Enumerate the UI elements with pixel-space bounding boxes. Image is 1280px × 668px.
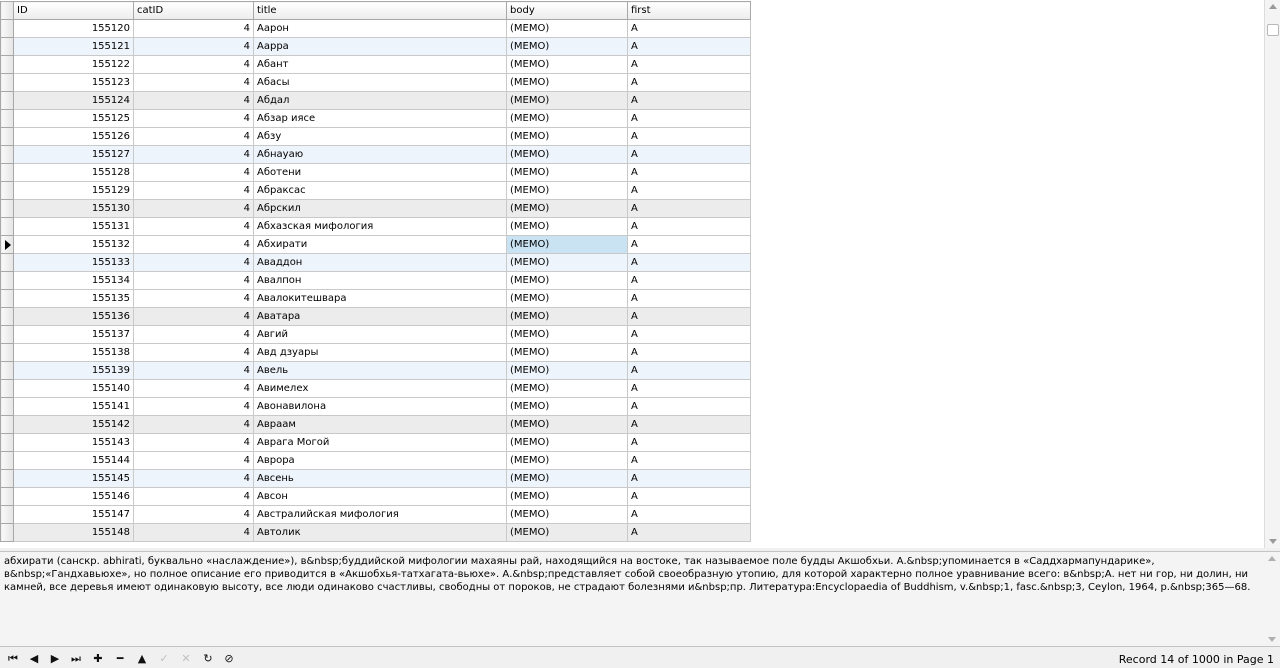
cell-title[interactable]: Авалокитешвара (254, 290, 507, 308)
cell-title[interactable]: Авонавилона (254, 398, 507, 416)
cell-body[interactable]: (MEMO) (507, 38, 628, 56)
cell-title[interactable]: Авимелех (254, 380, 507, 398)
cell-id[interactable]: 155128 (14, 164, 134, 182)
cell-first[interactable]: A (628, 38, 751, 56)
table-row[interactable] (1, 236, 751, 254)
cell-catid[interactable]: 4 (134, 56, 254, 74)
cell-id[interactable]: 155143 (14, 434, 134, 452)
cell-body[interactable]: (MEMO) (507, 380, 628, 398)
cell-title[interactable]: Абнауаю (254, 146, 507, 164)
cell-body[interactable]: (MEMO) (507, 182, 628, 200)
cell-catid[interactable]: 4 (134, 20, 254, 38)
cell-title[interactable]: Аарра (254, 38, 507, 56)
row-indicator[interactable] (1, 182, 14, 200)
memo-scroll-down-icon[interactable] (1268, 637, 1276, 642)
next-record-button[interactable]: ▶ (45, 651, 65, 667)
cell-title[interactable]: Авд дзуары (254, 344, 507, 362)
table-row[interactable] (1, 434, 751, 452)
table-row[interactable] (1, 56, 751, 74)
cell-first[interactable]: A (628, 290, 751, 308)
row-indicator[interactable] (1, 506, 14, 524)
row-indicator[interactable] (1, 380, 14, 398)
cell-catid[interactable]: 4 (134, 218, 254, 236)
cell-title[interactable]: Абдал (254, 92, 507, 110)
row-indicator[interactable] (1, 362, 14, 380)
cell-body[interactable]: (MEMO) (507, 200, 628, 218)
table-row[interactable] (1, 92, 751, 110)
cell-id[interactable]: 155121 (14, 38, 134, 56)
cell-catid[interactable]: 4 (134, 290, 254, 308)
cell-title[interactable]: Аботени (254, 164, 507, 182)
record-status: Record 14 of 1000 in Page 1 (1118, 653, 1274, 666)
row-indicator[interactable] (1, 434, 14, 452)
table-row[interactable] (1, 506, 751, 524)
cell-first[interactable]: A (628, 434, 751, 452)
table-row[interactable] (1, 200, 751, 218)
memo-body-field[interactable] (0, 551, 1280, 647)
cell-title[interactable]: Авсень (254, 470, 507, 488)
cell-first[interactable]: A (628, 326, 751, 344)
cell-id[interactable]: 155132 (14, 236, 134, 254)
cell-first[interactable]: A (628, 20, 751, 38)
cell-catid[interactable]: 4 (134, 128, 254, 146)
scroll-up-arrow-icon[interactable] (1269, 4, 1277, 9)
cell-body[interactable]: (MEMO) (507, 236, 628, 254)
cell-id[interactable]: 155139 (14, 362, 134, 380)
cell-catid[interactable]: 4 (134, 164, 254, 182)
row-indicator[interactable] (1, 74, 14, 92)
cell-body[interactable]: (MEMO) (507, 164, 628, 182)
cell-catid[interactable]: 4 (134, 452, 254, 470)
table-row[interactable] (1, 254, 751, 272)
cell-title[interactable]: Авель (254, 362, 507, 380)
row-indicator[interactable] (1, 146, 14, 164)
cell-title[interactable]: Аватара (254, 308, 507, 326)
cell-catid[interactable]: 4 (134, 326, 254, 344)
cell-catid[interactable]: 4 (134, 254, 254, 272)
cell-catid[interactable]: 4 (134, 434, 254, 452)
cell-first[interactable]: A (628, 344, 751, 362)
table-row[interactable] (1, 362, 751, 380)
cell-body[interactable]: (MEMO) (507, 434, 628, 452)
cell-id[interactable]: 155146 (14, 488, 134, 506)
cell-id[interactable]: 155125 (14, 110, 134, 128)
row-indicator[interactable] (1, 488, 14, 506)
cell-body[interactable]: (MEMO) (507, 344, 628, 362)
cell-first[interactable]: A (628, 200, 751, 218)
cell-body[interactable]: (MEMO) (507, 92, 628, 110)
column-header-id[interactable]: ID (14, 2, 134, 20)
cell-title[interactable]: Абзар иясе (254, 110, 507, 128)
cell-id[interactable]: 155136 (14, 308, 134, 326)
cell-id[interactable]: 155147 (14, 506, 134, 524)
cell-first[interactable]: A (628, 164, 751, 182)
cell-first[interactable]: A (628, 416, 751, 434)
cell-catid[interactable]: 4 (134, 506, 254, 524)
delete-record-button[interactable]: ━ (110, 651, 130, 667)
column-header-body[interactable]: body (507, 2, 628, 20)
cell-title[interactable]: Абант (254, 56, 507, 74)
cell-id[interactable]: 155130 (14, 200, 134, 218)
cell-catid[interactable]: 4 (134, 38, 254, 56)
prior-record-button[interactable]: ◀ (24, 651, 44, 667)
cell-first[interactable]: A (628, 272, 751, 290)
table-row[interactable] (1, 20, 751, 38)
cell-first[interactable]: A (628, 380, 751, 398)
cell-title[interactable]: Аарон (254, 20, 507, 38)
cell-catid[interactable]: 4 (134, 146, 254, 164)
cell-title[interactable]: Абасы (254, 74, 507, 92)
cell-title[interactable]: Автолик (254, 524, 507, 542)
cell-catid[interactable]: 4 (134, 524, 254, 542)
cell-catid[interactable]: 4 (134, 380, 254, 398)
cell-id[interactable]: 155122 (14, 56, 134, 74)
table-row[interactable] (1, 74, 751, 92)
cell-title[interactable]: Абхирати (254, 236, 507, 254)
cell-body[interactable]: (MEMO) (507, 398, 628, 416)
cell-id[interactable]: 155145 (14, 470, 134, 488)
table-row[interactable] (1, 308, 751, 326)
cell-catid[interactable]: 4 (134, 200, 254, 218)
cell-first[interactable]: A (628, 470, 751, 488)
cell-first[interactable]: A (628, 182, 751, 200)
row-indicator[interactable] (1, 254, 14, 272)
cell-catid[interactable]: 4 (134, 470, 254, 488)
scroll-down-arrow-icon[interactable] (1269, 539, 1277, 544)
cell-body[interactable]: (MEMO) (507, 362, 628, 380)
cell-catid[interactable]: 4 (134, 398, 254, 416)
cell-title[interactable]: Аврора (254, 452, 507, 470)
cell-catid[interactable]: 4 (134, 488, 254, 506)
cell-catid[interactable]: 4 (134, 236, 254, 254)
table-row[interactable] (1, 452, 751, 470)
cell-id[interactable]: 155144 (14, 452, 134, 470)
row-indicator[interactable] (1, 326, 14, 344)
column-header-catid[interactable]: catID (134, 2, 254, 20)
row-indicator[interactable] (1, 56, 14, 74)
scroll-thumb[interactable] (1267, 24, 1279, 36)
row-indicator[interactable] (1, 344, 14, 362)
table-row[interactable] (1, 488, 751, 506)
cell-catid[interactable]: 4 (134, 416, 254, 434)
cell-first[interactable]: A (628, 362, 751, 380)
row-indicator[interactable] (1, 38, 14, 56)
cell-first[interactable]: A (628, 308, 751, 326)
table-row[interactable] (1, 290, 751, 308)
cell-body[interactable]: (MEMO) (507, 488, 628, 506)
cell-first[interactable]: A (628, 110, 751, 128)
table-row[interactable] (1, 326, 751, 344)
row-indicator[interactable] (1, 218, 14, 236)
cell-body[interactable]: (MEMO) (507, 128, 628, 146)
cell-id[interactable]: 155148 (14, 524, 134, 542)
cell-id[interactable]: 155138 (14, 344, 134, 362)
cell-id[interactable]: 155126 (14, 128, 134, 146)
cell-body[interactable]: (MEMO) (507, 110, 628, 128)
last-record-button[interactable]: ⏭ (66, 651, 86, 667)
table-row[interactable] (1, 182, 751, 200)
table-row[interactable] (1, 380, 751, 398)
grid-vertical-scrollbar[interactable] (1264, 0, 1280, 548)
cell-id[interactable]: 155129 (14, 182, 134, 200)
cell-id[interactable]: 155140 (14, 380, 134, 398)
memo-text: абхирати (санскр. abhirati, буквально «наслаждение»), в&nbsp;буддийской мифологии махаяны рай, находящийся на востоке, так называемое поле будды Акшобхьи. А.&nbsp;упоминается в «Саддхармапундарике», в&nbsp;«Гандхавьюхе», но полное описание его приводится в «Акшобхья-татхагата-вьюхе». А.&nbsp;представляет собой своеобразную утопию, для которой характерно полное уравнивание всего: в&nbsp;А. нет ни гор, ни долин, ни камней, все деревья имеют одинаковую высоту, все люди одинаково счастливы, свободны от пороков, не страдают болезнями и&nbsp;пр. Литература:Encyclopaedia of Buddhism, v.&nbsp;1, fasc.&nbsp;3, Ceylon, 1964, p.&nbsp;365—68. (4, 556, 1251, 593)
cell-first[interactable]: A (628, 128, 751, 146)
cell-catid[interactable]: 4 (134, 308, 254, 326)
cell-first[interactable]: A (628, 506, 751, 524)
row-indicator[interactable] (1, 110, 14, 128)
table-row[interactable] (1, 470, 751, 488)
row-indicator[interactable] (1, 524, 14, 542)
table-row[interactable] (1, 146, 751, 164)
table-row[interactable] (1, 272, 751, 290)
cancel-record-button[interactable]: ✕ (176, 651, 196, 667)
table-row[interactable] (1, 344, 751, 362)
cell-body[interactable]: (MEMO) (507, 146, 628, 164)
cell-title[interactable]: Австралийская мифология (254, 506, 507, 524)
cell-body[interactable]: (MEMO) (507, 524, 628, 542)
cell-first[interactable]: A (628, 452, 751, 470)
cell-body[interactable]: (MEMO) (507, 506, 628, 524)
cell-first[interactable]: A (628, 56, 751, 74)
table-row[interactable] (1, 416, 751, 434)
cell-body[interactable]: (MEMO) (507, 416, 628, 434)
column-header-title[interactable]: title (254, 2, 507, 20)
cell-catid[interactable]: 4 (134, 74, 254, 92)
table-row[interactable] (1, 38, 751, 56)
cell-body[interactable]: (MEMO) (507, 452, 628, 470)
table-row[interactable] (1, 218, 751, 236)
header-indicator (1, 2, 14, 20)
first-record-button[interactable]: ⏮ (3, 651, 23, 667)
cell-first[interactable]: A (628, 146, 751, 164)
cell-first[interactable]: A (628, 254, 751, 272)
cell-catid[interactable]: 4 (134, 182, 254, 200)
cell-id[interactable]: 155127 (14, 146, 134, 164)
row-indicator[interactable] (1, 416, 14, 434)
cell-first[interactable]: A (628, 218, 751, 236)
row-indicator[interactable] (1, 470, 14, 488)
cell-title[interactable]: Аврага Могой (254, 434, 507, 452)
post-record-button[interactable]: ✓ (154, 651, 174, 667)
cell-first[interactable]: A (628, 92, 751, 110)
filter-button[interactable]: ⊘ (219, 651, 239, 667)
cell-body[interactable]: (MEMO) (507, 218, 628, 236)
cell-title[interactable]: Авгий (254, 326, 507, 344)
cell-body[interactable]: (MEMO) (507, 74, 628, 92)
cell-body[interactable]: (MEMO) (507, 290, 628, 308)
cell-id[interactable]: 155135 (14, 290, 134, 308)
current-row-arrow-icon (5, 240, 11, 250)
table-row[interactable] (1, 110, 751, 128)
insert-record-button[interactable]: ✚ (88, 651, 108, 667)
cell-title[interactable]: Авалпон (254, 272, 507, 290)
cell-title[interactable]: Абхазская мифология (254, 218, 507, 236)
table-row[interactable] (1, 164, 751, 182)
table-row[interactable] (1, 128, 751, 146)
cell-body[interactable]: (MEMO) (507, 56, 628, 74)
row-indicator[interactable] (1, 164, 14, 182)
cell-body[interactable]: (MEMO) (507, 308, 628, 326)
cell-title[interactable]: Абзу (254, 128, 507, 146)
column-header-first[interactable]: first (628, 2, 751, 20)
cell-title[interactable]: Аваддон (254, 254, 507, 272)
cell-catid[interactable]: 4 (134, 110, 254, 128)
row-indicator[interactable] (1, 290, 14, 308)
cell-first[interactable]: A (628, 74, 751, 92)
cell-catid[interactable]: 4 (134, 362, 254, 380)
row-indicator[interactable] (1, 128, 14, 146)
cell-id[interactable]: 155141 (14, 398, 134, 416)
cell-body[interactable]: (MEMO) (507, 254, 628, 272)
record-navigator (0, 650, 1280, 668)
table-row[interactable] (1, 524, 751, 542)
cell-title[interactable]: Абрскил (254, 200, 507, 218)
cell-catid[interactable]: 4 (134, 344, 254, 362)
memo-vertical-scrollbar[interactable] (1266, 552, 1280, 646)
row-indicator[interactable] (1, 92, 14, 110)
cell-id[interactable]: 155131 (14, 218, 134, 236)
cell-id[interactable]: 155123 (14, 74, 134, 92)
cell-catid[interactable]: 4 (134, 92, 254, 110)
cell-id[interactable]: 155133 (14, 254, 134, 272)
cell-title[interactable]: Авсон (254, 488, 507, 506)
row-indicator[interactable] (1, 272, 14, 290)
cell-first[interactable]: A (628, 488, 751, 506)
cell-id[interactable]: 155124 (14, 92, 134, 110)
cell-body[interactable]: (MEMO) (507, 272, 628, 290)
cell-title[interactable]: Авраам (254, 416, 507, 434)
edit-record-button[interactable]: ▲ (132, 651, 152, 667)
records-table (0, 1, 751, 542)
cell-first[interactable]: A (628, 524, 751, 542)
row-indicator[interactable] (1, 236, 14, 254)
header-row (1, 2, 751, 20)
cell-id[interactable]: 155120 (14, 20, 134, 38)
cell-id[interactable]: 155134 (14, 272, 134, 290)
cell-body[interactable]: (MEMO) (507, 326, 628, 344)
table-row[interactable] (1, 398, 751, 416)
cell-id[interactable]: 155142 (14, 416, 134, 434)
row-indicator[interactable] (1, 452, 14, 470)
row-indicator[interactable] (1, 308, 14, 326)
cell-catid[interactable]: 4 (134, 272, 254, 290)
cell-first[interactable]: A (628, 398, 751, 416)
row-indicator[interactable] (1, 398, 14, 416)
cell-body[interactable]: (MEMO) (507, 20, 628, 38)
cell-first[interactable]: A (628, 236, 751, 254)
refresh-button[interactable]: ↻ (198, 651, 218, 667)
row-indicator[interactable] (1, 200, 14, 218)
cell-body[interactable]: (MEMO) (507, 470, 628, 488)
cell-id[interactable]: 155137 (14, 326, 134, 344)
row-indicator[interactable] (1, 20, 14, 38)
cell-title[interactable]: Абраксас (254, 182, 507, 200)
memo-scroll-up-icon[interactable] (1268, 556, 1276, 561)
